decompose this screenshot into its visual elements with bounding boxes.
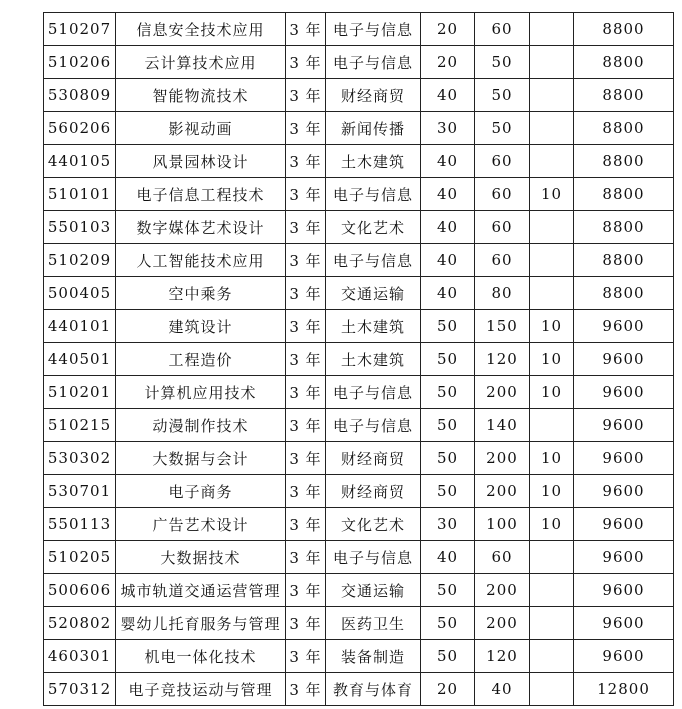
value-c-cell — [530, 79, 574, 112]
duration-cell: 3 年 — [286, 409, 326, 442]
value-b-cell: 100 — [475, 508, 530, 541]
program-code-cell: 570312 — [44, 673, 116, 706]
duration-cell: 3 年 — [286, 310, 326, 343]
value-b-cell: 200 — [475, 607, 530, 640]
category-cell: 财经商贸 — [326, 79, 421, 112]
table-row — [44, 145, 674, 178]
category-cell: 电子与信息 — [326, 46, 421, 79]
fee-cell: 9600 — [574, 310, 674, 343]
category-cell: 财经商贸 — [326, 442, 421, 475]
program-code-cell: 510205 — [44, 541, 116, 574]
value-a-cell: 50 — [421, 607, 475, 640]
fee-cell: 9600 — [574, 541, 674, 574]
value-a-cell: 50 — [421, 343, 475, 376]
duration-cell: 3 年 — [286, 112, 326, 145]
program-code-cell: 530701 — [44, 475, 116, 508]
program-code-cell: 440501 — [44, 343, 116, 376]
value-b-cell: 60 — [475, 13, 530, 46]
table-row — [44, 178, 674, 211]
program-code-cell: 530809 — [44, 79, 116, 112]
category-cell: 医药卫生 — [326, 607, 421, 640]
program-table — [43, 12, 674, 706]
program-name-cell: 云计算技术应用 — [116, 46, 286, 79]
table-row — [44, 574, 674, 607]
fee-cell: 9600 — [574, 508, 674, 541]
value-b-cell: 40 — [475, 673, 530, 706]
table-row — [44, 640, 674, 673]
category-cell: 电子与信息 — [326, 376, 421, 409]
duration-cell: 3 年 — [286, 442, 326, 475]
duration-cell: 3 年 — [286, 13, 326, 46]
value-c-cell — [530, 244, 574, 277]
value-c-cell — [530, 112, 574, 145]
duration-cell: 3 年 — [286, 607, 326, 640]
program-code-cell: 460301 — [44, 640, 116, 673]
program-name-cell: 信息安全技术应用 — [116, 13, 286, 46]
value-c-cell: 10 — [530, 475, 574, 508]
value-a-cell: 30 — [421, 508, 475, 541]
table-row — [44, 475, 674, 508]
table-row — [44, 442, 674, 475]
value-c-cell — [530, 673, 574, 706]
value-a-cell: 50 — [421, 442, 475, 475]
program-name-cell: 广告艺术设计 — [116, 508, 286, 541]
duration-cell: 3 年 — [286, 178, 326, 211]
program-code-cell: 530302 — [44, 442, 116, 475]
program-code-cell: 440101 — [44, 310, 116, 343]
category-cell: 电子与信息 — [326, 178, 421, 211]
fee-cell: 8800 — [574, 112, 674, 145]
value-a-cell: 50 — [421, 475, 475, 508]
fee-cell: 8800 — [574, 277, 674, 310]
program-name-cell: 城市轨道交通运营管理 — [116, 574, 286, 607]
value-a-cell: 50 — [421, 310, 475, 343]
value-b-cell: 200 — [475, 376, 530, 409]
fee-cell: 8800 — [574, 13, 674, 46]
value-b-cell: 50 — [475, 79, 530, 112]
table-row — [44, 343, 674, 376]
fee-cell: 8800 — [574, 178, 674, 211]
duration-cell: 3 年 — [286, 673, 326, 706]
value-b-cell: 60 — [475, 211, 530, 244]
category-cell: 财经商贸 — [326, 475, 421, 508]
value-c-cell — [530, 409, 574, 442]
value-c-cell: 10 — [530, 442, 574, 475]
program-code-cell: 510215 — [44, 409, 116, 442]
fee-cell: 9600 — [574, 442, 674, 475]
value-c-cell — [530, 574, 574, 607]
table-row — [44, 13, 674, 46]
program-name-cell: 数字媒体艺术设计 — [116, 211, 286, 244]
value-a-cell: 20 — [421, 46, 475, 79]
fee-cell: 9600 — [574, 343, 674, 376]
table-row — [44, 376, 674, 409]
value-b-cell: 200 — [475, 442, 530, 475]
value-a-cell: 30 — [421, 112, 475, 145]
value-c-cell: 10 — [530, 376, 574, 409]
program-code-cell: 510206 — [44, 46, 116, 79]
program-code-cell: 520802 — [44, 607, 116, 640]
fee-cell: 9600 — [574, 607, 674, 640]
table-row — [44, 277, 674, 310]
category-cell: 教育与体育 — [326, 673, 421, 706]
program-code-cell: 510207 — [44, 13, 116, 46]
fee-cell: 9600 — [574, 475, 674, 508]
program-code-cell: 550113 — [44, 508, 116, 541]
table-row — [44, 211, 674, 244]
program-code-cell: 500606 — [44, 574, 116, 607]
value-b-cell: 60 — [475, 178, 530, 211]
fee-cell: 8800 — [574, 79, 674, 112]
value-b-cell: 120 — [475, 343, 530, 376]
value-b-cell: 200 — [475, 475, 530, 508]
program-name-cell: 电子信息工程技术 — [116, 178, 286, 211]
table-row — [44, 79, 674, 112]
duration-cell: 3 年 — [286, 508, 326, 541]
program-code-cell: 510201 — [44, 376, 116, 409]
value-c-cell — [530, 211, 574, 244]
value-a-cell: 50 — [421, 574, 475, 607]
value-a-cell: 40 — [421, 178, 475, 211]
value-b-cell: 60 — [475, 244, 530, 277]
duration-cell: 3 年 — [286, 343, 326, 376]
value-a-cell: 20 — [421, 13, 475, 46]
value-b-cell: 150 — [475, 310, 530, 343]
duration-cell: 3 年 — [286, 211, 326, 244]
program-code-cell: 550103 — [44, 211, 116, 244]
program-code-cell: 510101 — [44, 178, 116, 211]
duration-cell: 3 年 — [286, 640, 326, 673]
category-cell: 交通运输 — [326, 574, 421, 607]
duration-cell: 3 年 — [286, 541, 326, 574]
category-cell: 电子与信息 — [326, 541, 421, 574]
program-name-cell: 电子竞技运动与管理 — [116, 673, 286, 706]
fee-cell: 9600 — [574, 640, 674, 673]
value-b-cell: 80 — [475, 277, 530, 310]
value-c-cell — [530, 607, 574, 640]
value-a-cell: 40 — [421, 79, 475, 112]
duration-cell: 3 年 — [286, 475, 326, 508]
value-b-cell: 50 — [475, 112, 530, 145]
value-c-cell: 10 — [530, 178, 574, 211]
program-name-cell: 计算机应用技术 — [116, 376, 286, 409]
table-row — [44, 409, 674, 442]
program-name-cell: 影视动画 — [116, 112, 286, 145]
value-b-cell: 60 — [475, 541, 530, 574]
duration-cell: 3 年 — [286, 574, 326, 607]
fee-cell: 9600 — [574, 409, 674, 442]
table-row — [44, 112, 674, 145]
value-c-cell: 10 — [530, 508, 574, 541]
program-name-cell: 智能物流技术 — [116, 79, 286, 112]
value-b-cell: 50 — [475, 46, 530, 79]
category-cell: 土木建筑 — [326, 310, 421, 343]
fee-cell: 9600 — [574, 574, 674, 607]
value-c-cell — [530, 46, 574, 79]
value-a-cell: 40 — [421, 277, 475, 310]
category-cell: 电子与信息 — [326, 13, 421, 46]
value-a-cell: 50 — [421, 640, 475, 673]
duration-cell: 3 年 — [286, 46, 326, 79]
value-a-cell: 20 — [421, 673, 475, 706]
value-a-cell: 50 — [421, 376, 475, 409]
value-b-cell: 200 — [475, 574, 530, 607]
fee-cell: 8800 — [574, 211, 674, 244]
table-row — [44, 508, 674, 541]
value-b-cell: 140 — [475, 409, 530, 442]
program-name-cell: 动漫制作技术 — [116, 409, 286, 442]
duration-cell: 3 年 — [286, 79, 326, 112]
program-name-cell: 婴幼儿托育服务与管理 — [116, 607, 286, 640]
duration-cell: 3 年 — [286, 376, 326, 409]
fee-cell: 8800 — [574, 244, 674, 277]
value-b-cell: 60 — [475, 145, 530, 178]
category-cell: 装备制造 — [326, 640, 421, 673]
program-name-cell: 风景园林设计 — [116, 145, 286, 178]
category-cell: 文化艺术 — [326, 211, 421, 244]
value-c-cell — [530, 640, 574, 673]
category-cell: 文化艺术 — [326, 508, 421, 541]
fee-cell: 8800 — [574, 145, 674, 178]
table-row — [44, 310, 674, 343]
program-code-cell: 500405 — [44, 277, 116, 310]
program-name-cell: 大数据技术 — [116, 541, 286, 574]
program-code-cell: 510209 — [44, 244, 116, 277]
duration-cell: 3 年 — [286, 244, 326, 277]
value-c-cell — [530, 277, 574, 310]
program-name-cell: 工程造价 — [116, 343, 286, 376]
fee-cell: 8800 — [574, 46, 674, 79]
value-c-cell: 10 — [530, 343, 574, 376]
value-a-cell: 40 — [421, 211, 475, 244]
category-cell: 新闻传播 — [326, 112, 421, 145]
program-name-cell: 机电一体化技术 — [116, 640, 286, 673]
value-c-cell — [530, 541, 574, 574]
value-a-cell: 50 — [421, 409, 475, 442]
value-c-cell — [530, 13, 574, 46]
table-row — [44, 673, 674, 706]
category-cell: 电子与信息 — [326, 244, 421, 277]
value-c-cell — [530, 145, 574, 178]
program-name-cell: 空中乘务 — [116, 277, 286, 310]
fee-cell: 12800 — [574, 673, 674, 706]
value-a-cell: 40 — [421, 244, 475, 277]
program-code-cell: 440105 — [44, 145, 116, 178]
program-name-cell: 大数据与会计 — [116, 442, 286, 475]
table-row — [44, 46, 674, 79]
category-cell: 交通运输 — [326, 277, 421, 310]
table-row — [44, 541, 674, 574]
program-name-cell: 人工智能技术应用 — [116, 244, 286, 277]
value-c-cell: 10 — [530, 310, 574, 343]
value-a-cell: 40 — [421, 541, 475, 574]
table-row — [44, 607, 674, 640]
category-cell: 土木建筑 — [326, 343, 421, 376]
program-name-cell: 电子商务 — [116, 475, 286, 508]
value-b-cell: 120 — [475, 640, 530, 673]
category-cell: 电子与信息 — [326, 409, 421, 442]
fee-cell: 9600 — [574, 376, 674, 409]
table-row — [44, 244, 674, 277]
table-body — [44, 13, 674, 706]
category-cell: 土木建筑 — [326, 145, 421, 178]
duration-cell: 3 年 — [286, 145, 326, 178]
value-a-cell: 40 — [421, 145, 475, 178]
program-name-cell: 建筑设计 — [116, 310, 286, 343]
program-code-cell: 560206 — [44, 112, 116, 145]
duration-cell: 3 年 — [286, 277, 326, 310]
